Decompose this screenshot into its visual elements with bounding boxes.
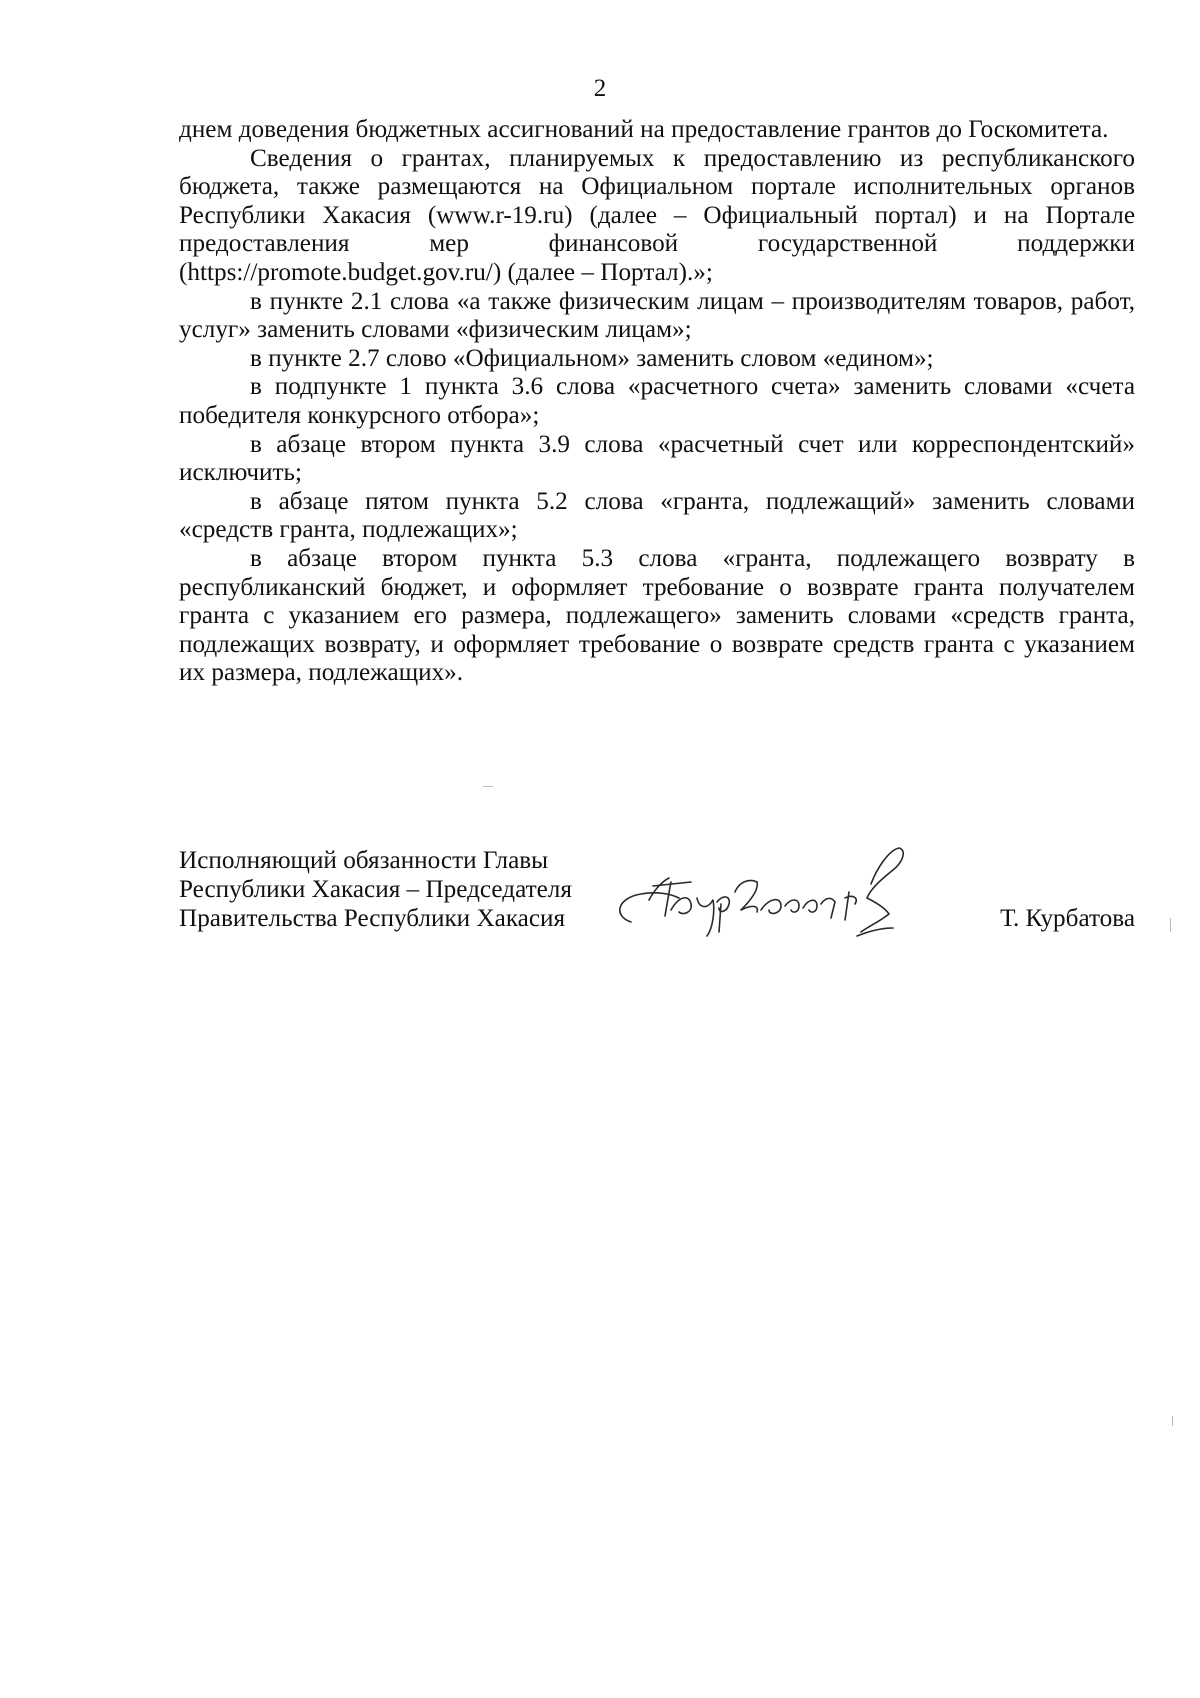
paragraph: в абзаце втором пункта 5.3 слова «гранта, подлежащего возврату в республиканский бюджет, и оформляет требование о возврате гранта получателем гранта с указанием его размера, подлежащего» заменить словами «средств гранта, подлежащих возврату, и оформляет требование о возврате средств гранта с указанием их размера, подлежащих». [179, 544, 1135, 687]
signatory-title-line: Республики Хакасия – Председателя [179, 876, 572, 903]
signatory-title-line: Исполняющий обязанности Главы [179, 847, 549, 874]
paragraph: в пункте 2.7 слово «Официальном» заменить словом «едином»; [250, 344, 934, 372]
signatory-title [179, 846, 572, 933]
paragraph: в пункте 2.1 слова «а также физическим лицам – производителям товаров, работ, услуг» заменить словами «физическим лицам»; [179, 287, 1135, 344]
paragraph: в абзаце пятом пункта 5.2 слова «гранта, подлежащий» заменить словами «средств гранта, подлежащих»; [179, 487, 1135, 544]
paragraph: в подпункте 1 пункта 3.6 слова «расчетного счета» заменить словами «счета победителя конкурсного отбора»; [179, 373, 1135, 429]
paragraph: Сведения о грантах, планируемых к предоставлению из республиканского бюджета, также размещаются на Официальном портале исполнительных органов Республики Хакасия (www.r-19.ru) (далее – Официальный портал) и на Портале предоставления мер финансовой государственной поддержки (https://promote.budget.gov.ru/) (далее – Портал).»; [179, 144, 1135, 286]
scan-artifact [483, 786, 493, 787]
paragraph: в абзаце втором пункта 3.9 слова «расчетный счет или корреспондентский» исключить; [179, 430, 1135, 487]
signatory-title-line: Правительства Республики Хакасия [179, 905, 566, 932]
paragraph: днем доведения бюджетных ассигнований на предоставление грантов до Госкомитета. [179, 116, 1109, 143]
document-body [179, 116, 1135, 688]
scan-artifact [1172, 1416, 1173, 1426]
signatory-name: Т. Курбатова [1000, 905, 1135, 932]
page-number: 2 [593, 75, 607, 102]
scan-artifact [1170, 918, 1171, 932]
handwritten-signature [609, 832, 909, 944]
signature-block [179, 846, 1135, 946]
